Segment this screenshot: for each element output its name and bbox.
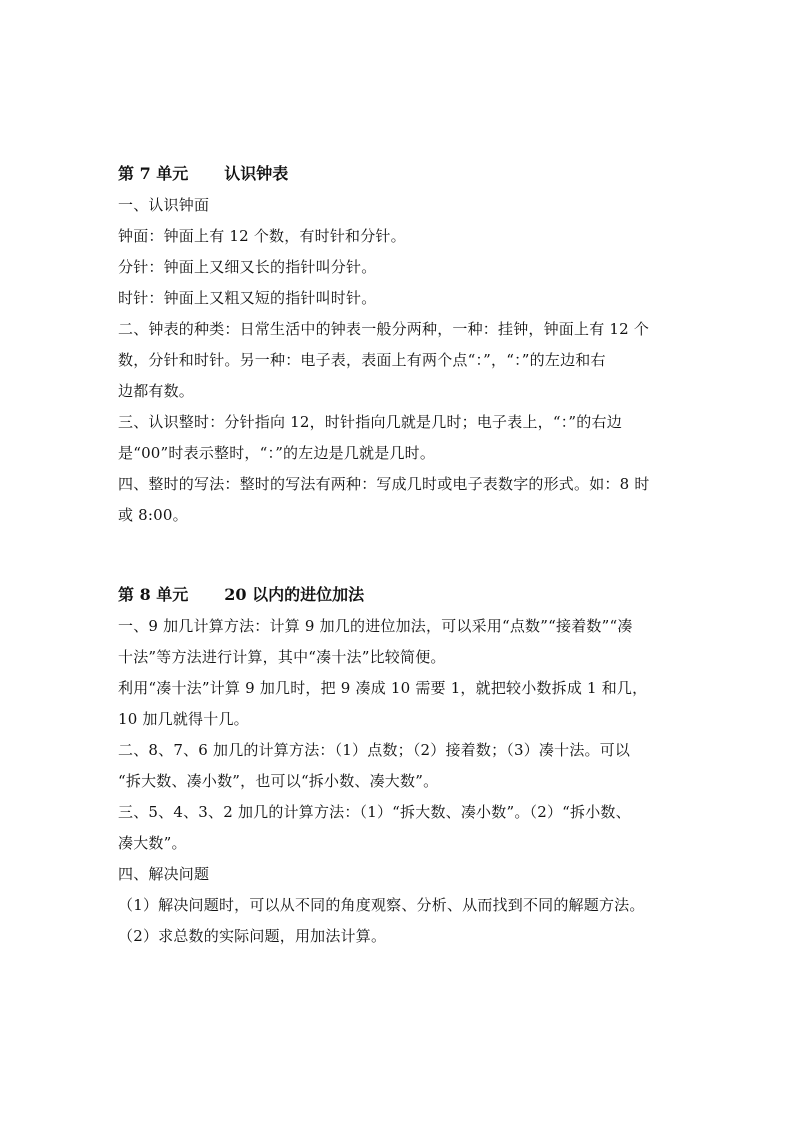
document-content [118, 158, 693, 952]
unit-7-line: 时针：钟面上又粗又短的指针叫时针。 [118, 289, 377, 307]
unit-8-line: 三、5、4、3、2 加几的计算方法：（1）“拆大数、凑小数”。（2）“拆小数、 [118, 803, 631, 821]
unit-7-title: 认识钟表 [224, 164, 289, 183]
unit-8-line: 凑大数”。 [118, 834, 187, 852]
unit-7-line: 是“00”时表示整时，“：”的左边是几就是几时。 [118, 444, 436, 462]
unit-8-section [118, 579, 693, 952]
unit-7-line: 数，分针和时针。另一种：电子表，表面上有两个点“：”，“：”的左边和右 [118, 351, 606, 369]
unit-7-line: 或 8:00。 [118, 506, 188, 524]
unit-7-section [118, 158, 693, 531]
unit-7-line: 分针：钟面上又细又长的指针叫分针。 [118, 258, 377, 276]
unit-8-title: 20 以内的进位加法 [224, 585, 365, 604]
unit-8-line: “拆大数、凑小数”，也可以“拆小数、凑大数”。 [118, 772, 439, 790]
unit-8-number: 第 8 单元 [118, 585, 189, 604]
unit-8-line: 十法”等方法进行计算，其中“凑十法”比较简便。 [118, 648, 446, 666]
unit-8-line: 10 加几就得十几。 [118, 710, 249, 728]
unit-7-line: 钟面：钟面上有 12 个数，有时针和分针。 [118, 227, 406, 245]
unit-7-line: 边都有数。 [118, 382, 195, 400]
unit-7-line: 四、整时的写法：整时的写法有两种：写成几时或电子表数字的形式。如：8 时 [118, 475, 650, 493]
unit-8-heading [118, 579, 693, 611]
unit-7-number: 第 7 单元 [118, 164, 189, 183]
unit-7-heading [118, 158, 693, 190]
unit-8-line: 二、8、7、6 加几的计算方法：（1）点数；（2）接着数；（3）凑十法。可以 [118, 741, 631, 759]
unit-8-line: （1）解决问题时，可以从不同的角度观察、分析、从而找到不同的解题方法。 [118, 896, 645, 914]
unit-8-line: （2）求总数的实际问题，用加法计算。 [118, 927, 387, 945]
unit-7-line: 二、钟表的种类：日常生活中的钟表一般分两种，一种：挂钟，钟面上有 12 个 [118, 320, 650, 338]
unit-7-line: 一、认识钟面 [118, 196, 210, 214]
unit-8-line: 一、9 加几计算方法：计算 9 加几的进位加法，可以采用“点数”“接着数”“凑 [118, 617, 633, 635]
unit-8-line: 利用“凑十法”计算 9 加几时，把 9 凑成 10 需要 1，就把较小数拆成 1 和几， [118, 679, 648, 697]
unit-8-line: 四、解决问题 [118, 865, 210, 883]
unit-7-line: 三、认识整时：分针指向 12，时针指向几就是几时；电子表上，“：”的右边 [118, 413, 622, 431]
